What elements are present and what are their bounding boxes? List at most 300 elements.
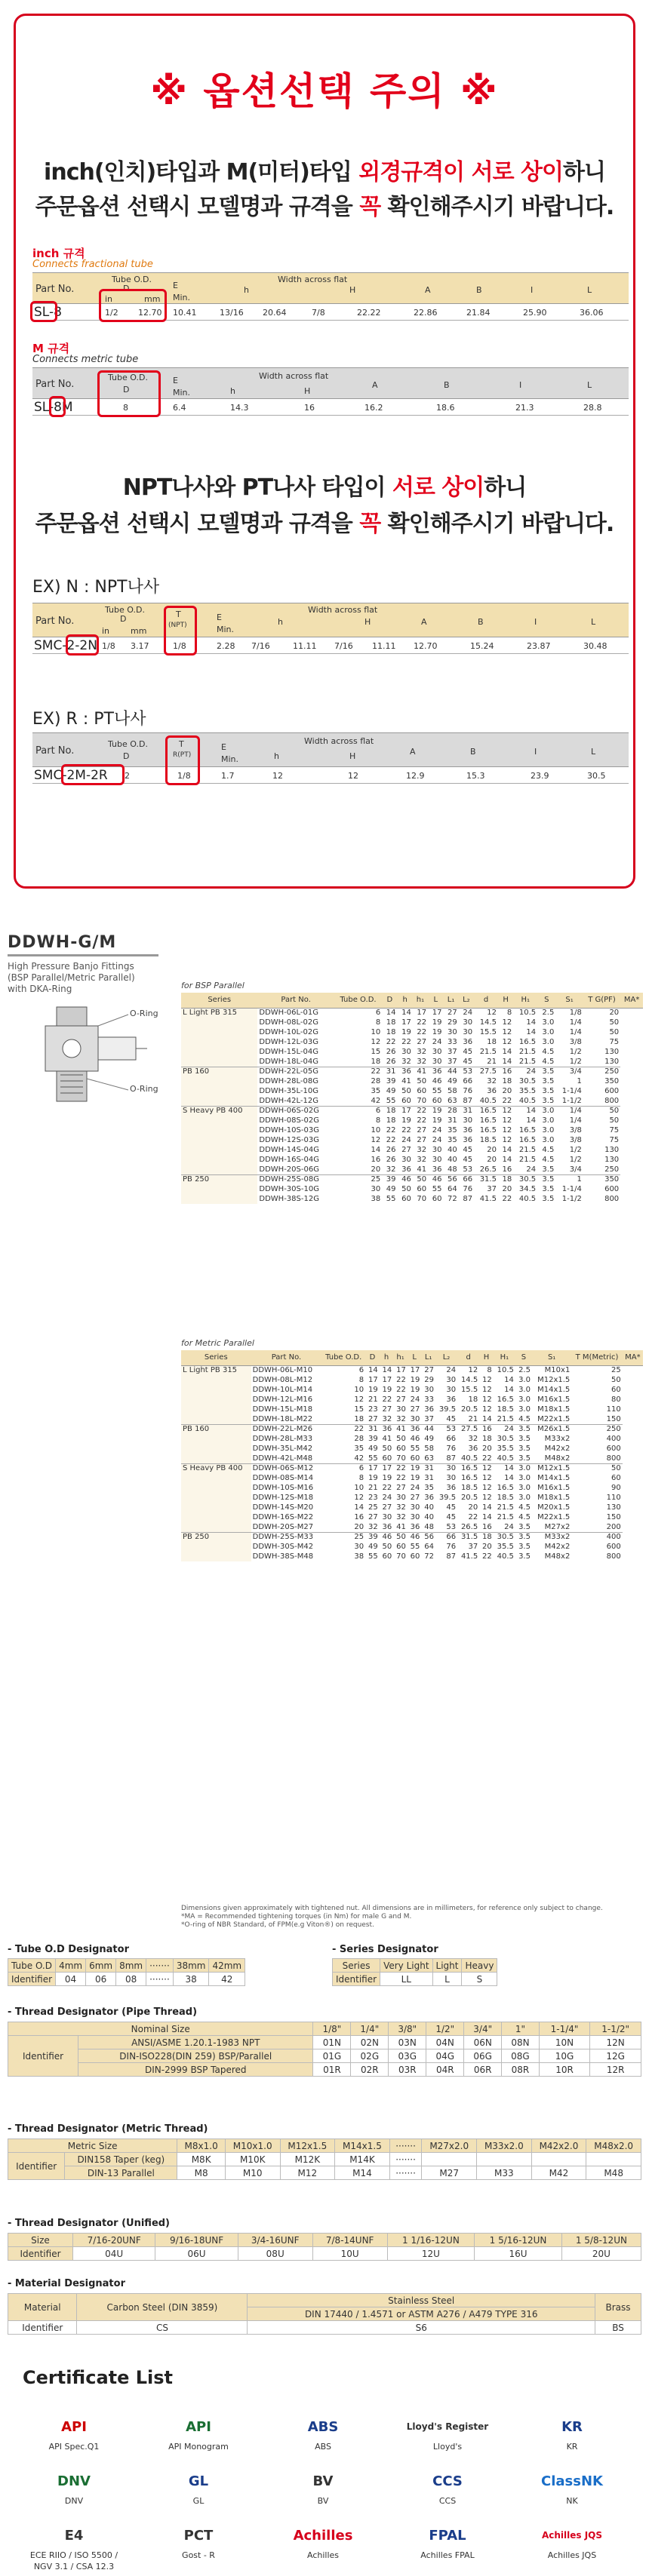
metric-section-label: for Metric Parallel — [181, 1338, 254, 1348]
table-cell: 600 — [604, 1185, 620, 1193]
table-cell: L — [432, 1973, 462, 1986]
table-cell: 8 — [358, 1474, 364, 1482]
table-cell: M33x2 — [532, 1532, 571, 1542]
table-cell: 20 — [502, 1087, 512, 1095]
certificate-logo-icon: API — [61, 2418, 87, 2435]
tube-od-designator-title: - Tube O.D Designator — [8, 1944, 129, 1955]
table-cell: 18 — [386, 1028, 396, 1036]
table-cell: 35 — [371, 1087, 381, 1095]
table-cell: 22 — [386, 1038, 396, 1046]
table-cell: 66 — [446, 1435, 457, 1443]
metric-spec-row: SL-8M 8 6.4 14.3 16 16.2 18.6 21.3 28.8 — [32, 399, 629, 416]
table-row — [181, 1385, 643, 1395]
table-cell: 22 — [386, 1126, 396, 1134]
column-header: MA* — [620, 993, 643, 1008]
table-cell: 10G — [539, 2049, 590, 2063]
table-cell: 50 — [583, 1106, 620, 1116]
table-cell: 19 — [410, 1376, 420, 1384]
table-cell: 14.5 — [479, 1018, 497, 1027]
part-number-cell: DDWH-42L-12G — [259, 1096, 319, 1105]
table-cell: 04 — [56, 1973, 86, 1986]
table-cell: Identifier — [8, 2036, 78, 2077]
table-cell: 10U — [312, 2247, 387, 2261]
table-cell: M42x2.0 — [531, 2139, 586, 2153]
table-cell: M48x2 — [544, 1454, 571, 1463]
table-cell: 16.5 — [518, 1126, 537, 1134]
table-cell: 17 — [368, 1376, 378, 1384]
table-cell: 35.5 — [497, 1543, 514, 1551]
table-cell: 50 — [396, 1435, 406, 1443]
table-cell: 1/4 — [555, 1106, 583, 1116]
table-cell: 36 — [446, 1395, 457, 1404]
table-cell: 22 — [417, 1028, 427, 1036]
table-cell: 50 — [609, 1116, 620, 1125]
table-cell: 30 — [463, 1018, 473, 1027]
certificate-item — [21, 2468, 127, 2507]
table-cell: 80 — [611, 1395, 621, 1404]
column-header: L₂ — [459, 993, 474, 1008]
table-cell: 38 — [173, 1973, 209, 1986]
table-cell: 70 — [417, 1195, 427, 1203]
title-underline — [8, 954, 158, 956]
table-cell: 16.5 — [518, 1038, 537, 1046]
table-cell: 21.5 — [518, 1146, 537, 1154]
table-cell: 1/8 — [555, 1008, 583, 1018]
product-title: DDWH-G/M — [8, 933, 117, 952]
table-cell: 39 — [386, 1077, 396, 1085]
table-cell: 27 — [443, 1008, 458, 1018]
table-cell: 36 — [424, 1494, 434, 1502]
table-cell: 46 — [380, 1532, 394, 1542]
table-cell: 45 — [463, 1146, 473, 1154]
table-cell: 1-1/2 — [561, 1195, 582, 1203]
table-cell: 22 — [386, 1136, 396, 1144]
table-cell: 800 — [604, 1096, 620, 1105]
table-cell: M42x2 — [544, 1445, 571, 1453]
table-cell: 18 — [482, 1435, 492, 1443]
inch-spec-subheading: Connects fractional tube — [32, 259, 153, 270]
table-cell: 10N — [539, 2036, 590, 2049]
column-header: L₁ — [421, 1350, 435, 1365]
table-cell: 87 — [463, 1096, 473, 1105]
table-cell: 3.5 — [542, 1077, 555, 1085]
table-cell: 32 — [382, 1414, 392, 1423]
table-cell: 27 — [368, 1414, 378, 1423]
table-cell: ······· — [146, 1973, 174, 1986]
part-number-cell: DDWH-10L-M14 — [252, 1386, 313, 1394]
table-cell: M12 — [280, 2166, 335, 2180]
table-cell: 27 — [396, 1484, 406, 1492]
table-cell: 34.5 — [518, 1185, 537, 1193]
table-cell: 39 — [365, 1532, 380, 1542]
table-cell: 31 — [382, 1067, 397, 1076]
table-cell: 15.5 — [479, 1028, 497, 1036]
table-cell: 14 — [502, 1057, 512, 1066]
table-cell: M14K — [335, 2153, 390, 2166]
table-cell: 10 — [354, 1484, 364, 1492]
part-number-cell: DDWH-12S-M18 — [252, 1494, 314, 1502]
table-cell: 250 — [604, 1165, 620, 1174]
table-cell: 31 — [459, 1106, 474, 1116]
table-cell: 3.0 — [542, 1018, 555, 1027]
table-cell — [422, 2153, 477, 2166]
table-cell: 12 — [502, 1018, 512, 1027]
table-cell: 27 — [417, 1126, 427, 1134]
npt-spec-row: SMC-2-2N 1/8 3.17 1/8 2.28 7/16 11.11 7/16 11.11 12.70 15.24 23.87 30.48 — [32, 637, 629, 654]
table-cell: 76 — [446, 1445, 457, 1453]
table-cell: 110 — [606, 1494, 621, 1502]
table-cell: Metric Size — [8, 2139, 177, 2153]
table-cell: 3.0 — [518, 1376, 531, 1384]
table-cell: S — [462, 1973, 497, 1986]
table-cell: 16 — [371, 1156, 381, 1164]
table-cell: 23 — [368, 1405, 378, 1414]
table-cell: 10 — [371, 1126, 381, 1134]
table-cell: 21 — [468, 1414, 478, 1423]
part-number-cell: DDWH-06S-M12 — [251, 1463, 322, 1473]
table-cell: 6 — [334, 1008, 382, 1018]
table-cell: 19 — [382, 1386, 392, 1394]
table-cell: M12x1.5 — [532, 1463, 571, 1473]
table-cell: 45 — [446, 1414, 457, 1423]
table-cell: M10x1 — [532, 1365, 571, 1375]
table-cell: 21.5 — [479, 1048, 497, 1056]
table-cell: 64 — [424, 1543, 434, 1551]
table-cell: 3.5 — [515, 1532, 532, 1542]
series-cell: PB 160 — [181, 1067, 257, 1106]
table-cell: 36 — [446, 1484, 457, 1492]
table-cell: 22 — [417, 1116, 427, 1125]
table-cell: 41 — [396, 1522, 406, 1531]
table-cell: 31.5 — [457, 1532, 479, 1542]
highlight-box — [164, 606, 197, 656]
table-cell: 10 — [354, 1386, 364, 1394]
table-cell: 60 — [432, 1195, 442, 1203]
table-cell: 66 — [463, 1077, 473, 1085]
table-row — [181, 1405, 643, 1414]
column-header: S — [515, 1350, 532, 1365]
table-cell: 36 — [380, 1424, 394, 1434]
table-cell: 46 — [410, 1435, 420, 1443]
table-cell: 9/16-18UNF — [155, 2234, 238, 2247]
table-cell: 16.5 — [479, 1116, 497, 1125]
series-designator-title: - Series Designator — [332, 1944, 438, 1955]
table-cell: 8 — [479, 1365, 494, 1375]
table-cell: 49 — [386, 1087, 396, 1095]
table-cell: 20 — [583, 1008, 620, 1018]
highlight-box — [61, 764, 125, 785]
table-cell: 7/16-20UNF — [72, 2234, 155, 2247]
certificate-caption: NK — [566, 2496, 578, 2506]
table-cell: 3.0 — [542, 1126, 555, 1134]
table-cell: 4.5 — [542, 1057, 555, 1066]
table-cell: 16 — [502, 1165, 512, 1174]
table-cell: 60 — [382, 1552, 392, 1561]
table-cell: 1-1/4 — [561, 1185, 582, 1193]
table-cell: 66 — [435, 1532, 457, 1542]
series-cell: L Light PB 315 — [181, 1008, 257, 1067]
table-notes: Dimensions given approximately with tightened nut. All dimensions are in millimeters, for reference only subject to change. *MA = Recommended tightening torques (in Nm) for male G and M. *O-ring of NBR Standard, of FPM(e.g Viton®) on request. — [181, 1905, 603, 1929]
table-cell: M27 — [422, 2166, 477, 2180]
table-cell: 46 — [408, 1532, 422, 1542]
table-cell: 22 — [396, 1474, 406, 1482]
table-cell: 18 — [468, 1395, 478, 1404]
table-cell: 350 — [604, 1077, 620, 1085]
metric-spec-table: Part No. Tube O.D. D E Min. Width across flat h H A B I L SL-8M 8 6.4 14.3 16 16.2 18.6 21.3 28.8 — [32, 367, 629, 420]
table-cell: 20 — [468, 1503, 478, 1512]
table-cell: 46 — [398, 1174, 413, 1184]
table-cell: 06N — [464, 2036, 502, 2049]
table-cell: 87 — [446, 1552, 457, 1561]
table-cell: 24 — [410, 1484, 420, 1492]
table-cell: 19 — [432, 1028, 442, 1036]
column-header: H — [479, 1350, 494, 1365]
table-cell: 22 — [334, 1067, 382, 1076]
certificate-item — [21, 2414, 127, 2452]
table-cell: 250 — [571, 1424, 622, 1434]
certificate-caption: API Spec.Q1 — [48, 2442, 100, 2452]
table-cell: 18 — [386, 1018, 396, 1027]
table-cell: 6mm — [86, 1959, 116, 1973]
table-row — [181, 1395, 643, 1405]
table-cell: 55 — [368, 1552, 378, 1561]
table-cell: 3.5 — [542, 1185, 555, 1193]
table-cell: 76 — [463, 1087, 473, 1095]
table-cell: 130 — [604, 1057, 620, 1066]
table-cell: 30 — [432, 1146, 442, 1154]
certificate-item — [395, 2522, 500, 2561]
table-cell: 08 — [116, 1973, 146, 1986]
table-row — [181, 1414, 643, 1424]
table-cell: 30 — [396, 1494, 406, 1502]
table-cell: 12 — [502, 1136, 512, 1144]
table-cell: 40.5 — [497, 1552, 514, 1561]
table-cell: 1-1/4 — [561, 1087, 582, 1095]
table-cell: 33 — [448, 1038, 457, 1046]
table-cell: 31 — [448, 1116, 457, 1125]
table-cell: 19 — [368, 1474, 378, 1482]
table-cell: 72 — [448, 1195, 457, 1203]
table-cell: 40 — [424, 1503, 434, 1512]
table-cell: M33x2 — [544, 1435, 571, 1443]
table-cell: 16.5 — [457, 1463, 479, 1473]
part-number-cell: DDWH-18L-M22 — [252, 1414, 313, 1423]
table-cell: M22x1.5 — [537, 1513, 571, 1521]
table-cell: 40 — [448, 1146, 457, 1154]
notice-line-2: 주문옵션 선택시 모델명과 규격을 꼭 확인해주시기 바랍니다. — [35, 194, 614, 220]
table-cell: 35 — [448, 1136, 457, 1144]
table-cell: 75 — [609, 1126, 620, 1134]
series-cell: S Heavy PB 400 — [181, 1106, 257, 1174]
table-cell: 42mm — [209, 1959, 245, 1973]
table-cell: 12 — [482, 1386, 492, 1394]
table-cell: 40.5 — [518, 1096, 537, 1105]
table-cell: 3.0 — [542, 1136, 555, 1144]
table-cell: 6 — [321, 1365, 365, 1375]
table-cell: 30 — [446, 1386, 457, 1394]
table-cell: 37 — [424, 1414, 434, 1423]
column-header: T G(PF) — [583, 993, 620, 1008]
table-cell: 3.0 — [518, 1494, 531, 1502]
table-cell: 40 — [424, 1513, 434, 1521]
certificate-item — [519, 2522, 625, 2561]
table-cell: 39.5 — [438, 1405, 457, 1414]
table-cell: 26 — [386, 1048, 396, 1056]
inch-spec-heading: inch 규격 — [32, 247, 85, 260]
table-cell: 30 — [432, 1057, 442, 1066]
table-cell: 1 5/16-12UN — [475, 2234, 562, 2247]
banjo-fitting-drawing — [15, 1003, 174, 1131]
certificate-caption: CCS — [438, 2496, 457, 2506]
table-cell: M18x1.5 — [537, 1494, 571, 1502]
table-cell: 14 — [382, 1008, 397, 1018]
table-cell: 02R — [351, 2063, 389, 2077]
part-number-cell: DDWH-14S-04G — [259, 1146, 319, 1154]
table-cell: 14 — [513, 1106, 537, 1116]
table-cell: 24 — [401, 1136, 411, 1144]
table-cell: 32 — [468, 1435, 478, 1443]
table-cell: 24 — [504, 1522, 514, 1531]
table-cell: M27x2 — [544, 1522, 571, 1531]
pt-spec-table: Part No. Tube O.D. D T R(PT) E Min. Width across flat h H A B I L SMC-2M-2R 2 1/8 1.7 12 12 12.9 15.3 23.9 30.5 — [32, 732, 629, 793]
metric-spec-heading: M 규격 — [32, 342, 70, 355]
table-cell: 76 — [463, 1185, 473, 1193]
table-cell: 55 — [368, 1454, 378, 1463]
table-cell: 37 — [448, 1057, 457, 1066]
table-cell: 17 — [365, 1463, 380, 1473]
certificate-caption: ECE RIIO / ISO 5500 / NGV 3.1 / CSA 12.3 — [29, 2550, 118, 2571]
certificate-logo-icon: CCS — [432, 2473, 463, 2489]
table-cell: 36 — [487, 1087, 497, 1095]
certificate-item — [519, 2468, 625, 2507]
table-cell: 55 — [432, 1185, 442, 1193]
column-header: L₁ — [443, 993, 458, 1008]
table-cell: 22 — [393, 1463, 408, 1473]
table-cell: 250 — [583, 1067, 620, 1076]
table-cell: 400 — [571, 1532, 622, 1542]
table-cell: 49 — [368, 1445, 378, 1453]
certificate-logo-icon: ABS — [307, 2418, 339, 2435]
table-cell — [531, 2153, 586, 2166]
table-cell: 3.5 — [537, 1174, 555, 1184]
table-cell: 14 — [504, 1376, 514, 1384]
table-cell: 110 — [606, 1405, 621, 1414]
table-row — [8, 2139, 641, 2153]
table-cell: M18x1.5 — [537, 1405, 571, 1414]
table-cell: 17 — [413, 1008, 428, 1018]
table-cell: 44 — [421, 1424, 435, 1434]
table-cell: 49 — [448, 1077, 457, 1085]
table-cell: 20U — [561, 2247, 641, 2261]
table-cell: M16x1.5 — [537, 1484, 571, 1492]
table-cell: ······· — [389, 2166, 422, 2180]
table-cell: 49 — [368, 1543, 378, 1551]
table-cell: M33x2.0 — [477, 2139, 532, 2153]
table-cell: 17 — [380, 1463, 394, 1473]
table-cell: 20 — [502, 1185, 512, 1193]
table-cell: 56 — [443, 1174, 458, 1184]
table-cell: 30 — [432, 1048, 442, 1056]
table-cell: 29 — [424, 1376, 434, 1384]
table-cell: 4mm — [56, 1959, 86, 1973]
series-cell: PB 250 — [181, 1532, 251, 1561]
table-cell: M12x1.5 — [537, 1376, 571, 1384]
table-cell: DIN158 Taper (keg) — [65, 2153, 177, 2166]
table-cell: 6 — [334, 1106, 382, 1116]
table-cell: 56 — [421, 1532, 435, 1542]
table-cell: 15 — [354, 1405, 364, 1414]
part-number-cell: DDWH-06L-01G — [257, 1008, 334, 1018]
table-cell: M8K — [177, 2153, 226, 2166]
notice-line-1: inch(인치)타입과 M(미터)타입 외경규격이 서로 상이하니 — [44, 159, 605, 186]
table-cell: 14 — [482, 1513, 492, 1521]
table-cell: 76 — [446, 1543, 457, 1551]
table-cell: 45 — [446, 1513, 457, 1521]
table-cell: 6 — [321, 1463, 365, 1473]
table-cell: 24 — [513, 1067, 537, 1076]
table-cell: 16.5 — [518, 1136, 537, 1144]
table-cell: DIN-ISO228(DIN 259) BSP/Parallel — [78, 2049, 313, 2063]
table-cell: 2.5 — [537, 1008, 555, 1018]
table-cell: M14x1.5 — [537, 1474, 571, 1482]
table-cell: 26.5 — [479, 1165, 497, 1174]
table-cell: 3.0 — [518, 1484, 531, 1492]
column-header: T M(Metric) — [571, 1350, 622, 1365]
table-row — [181, 1424, 643, 1434]
table-cell: 12U — [387, 2247, 475, 2261]
table-cell: 22 — [413, 1106, 428, 1116]
table-cell: 21.5 — [497, 1414, 514, 1423]
table-cell: 23 — [368, 1494, 378, 1502]
table-cell: 14 — [526, 1028, 537, 1036]
inch-spec-table: Part No. Tube O.D. D in mm E Min. Width across flat h H A B I L SL-8 1/2 12.70 10.41 13/16 20.64 7/8 22.22 22.86 21.84 25.90 36.06 — [32, 272, 629, 325]
table-cell: 53 — [446, 1522, 457, 1531]
table-cell: M27x2.0 — [422, 2139, 477, 2153]
table-cell: 1/4" — [351, 2022, 389, 2036]
table-cell: 1/4 — [569, 1018, 582, 1027]
bsp-dimension-table — [181, 993, 643, 1204]
table-cell: 200 — [606, 1522, 621, 1531]
table-cell: 87 — [446, 1454, 457, 1463]
table-cell: 26 — [386, 1146, 396, 1154]
table-cell: Nominal Size — [8, 2022, 313, 2036]
series-cell: L Light PB 315 — [181, 1365, 251, 1424]
table-cell: 32 — [368, 1522, 378, 1531]
table-cell: 01N — [313, 2036, 351, 2049]
table-cell: 24 — [494, 1424, 515, 1434]
table-cell: M16x1.5 — [537, 1395, 571, 1404]
table-cell: 8 — [498, 1008, 513, 1018]
certificate-caption: Achilles FPAL — [420, 2550, 475, 2560]
table-cell: 55 — [432, 1087, 442, 1095]
table-cell: 14 — [354, 1503, 364, 1512]
certificate-caption: Achilles — [306, 2550, 340, 2560]
table-cell: 25 — [334, 1174, 382, 1184]
table-cell: 14 — [371, 1146, 381, 1154]
table-row — [181, 1503, 643, 1512]
table-row — [181, 1434, 643, 1444]
table-cell: 18 — [371, 1057, 381, 1066]
table-cell: 41 — [393, 1424, 408, 1434]
certificate-logo-icon: PCT — [183, 2527, 214, 2544]
column-header: D — [382, 993, 397, 1008]
table-cell: 3.5 — [518, 1522, 531, 1531]
series-designator-table — [332, 1958, 497, 1986]
table-cell: 1 — [555, 1174, 583, 1184]
column-header: L — [408, 1350, 422, 1365]
table-cell: 22 — [502, 1096, 512, 1105]
table-cell: 7/8-14UNF — [312, 2234, 387, 2247]
